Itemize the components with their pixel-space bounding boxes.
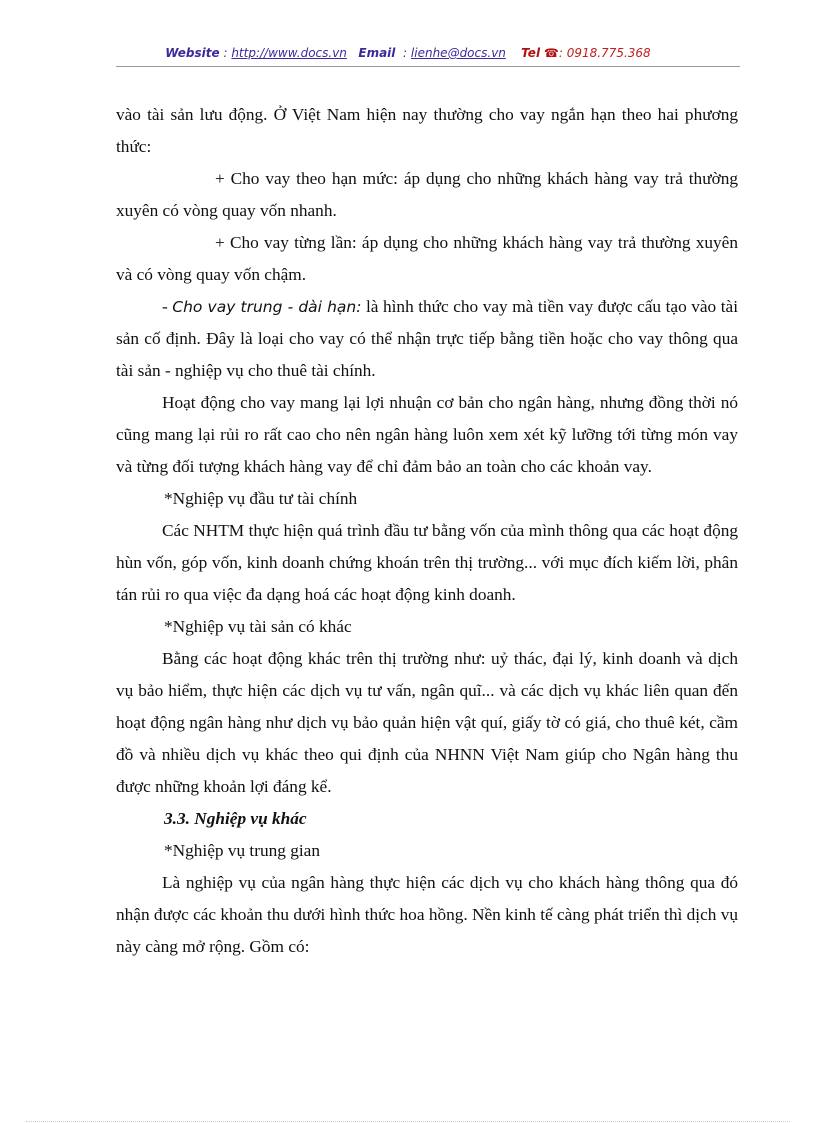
page-bottom-border xyxy=(26,1121,790,1122)
paragraph-2: + Cho vay theo hạn mức: áp dụng cho những khách hàng vay trả thường xuyên có vòng quay vốn nhanh. xyxy=(116,169,738,220)
tel-label: Tel xyxy=(521,46,541,60)
paragraph-7: Bằng các hoạt động khác trên thị trường như: uỷ thác, đại lý, kinh doanh và dịch vụ bảo hiểm, thực hiện các dịch vụ tư vấn, ngân quĩ... và các dịch vụ khác liên quan đến hoạt động ngân hàng như dịch vụ bảo quản hiện vật quí, giấy tờ có giá, cho thuê két, cầm đồ và nhiều dịch vụ khác theo qui định của NHNN Việt Nam giúp cho Ngân hàng thu được những khoản lợi đáng kể. xyxy=(116,649,738,796)
paragraph-6: Các NHTM thực hiện quá trình đầu tư bằng vốn của mình thông qua các hoạt động hùn vốn, góp vốn, kinh doanh chứng khoán trên thị trường... với mục đích kiếm lời, phân tán rủi ro qua việc đa dạng hoá các hoạt động kinh doanh. xyxy=(116,521,738,604)
section-title: 3.3. Nghiệp vụ khác xyxy=(164,809,307,828)
heading-intermediary: *Nghiệp vụ trung gian xyxy=(164,841,320,860)
paragraph-4 xyxy=(116,291,738,387)
page-header xyxy=(0,46,816,60)
email-label: Email xyxy=(358,46,396,60)
term-medium-long-loan: Cho vay trung - dài hạn: xyxy=(172,298,362,316)
header-divider xyxy=(116,66,740,67)
paragraph-4-prefix: - xyxy=(162,297,173,316)
website-link[interactable]: http://www.docs.vn xyxy=(231,46,347,60)
phone-icon: ☎ xyxy=(543,46,559,60)
paragraph-5: Hoạt động cho vay mang lại lợi nhuận cơ bản cho ngân hàng, nhưng đồng thời nó cũng mang lại rủi ro rất cao cho nên ngân hàng luôn xem xét kỹ lưỡng tới từng món vay và từng đối tượng khách hàng vay để chỉ đảm bảo an toàn cho các khoản vay. xyxy=(116,393,738,476)
tel-value: : 0918.775.368 xyxy=(558,46,651,60)
paragraph-1: vào tài sản lưu động. Ở Việt Nam hiện nay thường cho vay ngắn hạn theo hai phương thức: xyxy=(116,105,738,156)
email-colon: : xyxy=(403,46,408,60)
email-link[interactable]: lienhe@docs.vn xyxy=(410,46,506,60)
document-body xyxy=(116,99,738,963)
paragraph-8: Là nghiệp vụ của ngân hàng thực hiện các dịch vụ cho khách hàng thông qua đó nhận được các khoản thu dưới hình thức hoa hồng. Nền kinh tế càng phát triển thì dịch vụ này càng mở rộng. Gồm có: xyxy=(116,873,738,956)
website-colon: : xyxy=(223,46,228,60)
website-label: Website xyxy=(165,46,220,60)
paragraph-3: + Cho vay từng lần: áp dụng cho những khách hàng vay trả thường xuyên và có vòng quay vốn chậm. xyxy=(116,233,738,284)
paragraph-4-rest: là hình thức cho vay mà tiền vay được cấu tạo vào tài sản cố định. Đây là loại cho vay có thể nhận trực tiếp bằng tiền hoặc cho vay thông qua tài sản - nghiệp vụ cho thuê tài chính. xyxy=(116,297,738,380)
heading-investment: *Nghiệp vụ đầu tư tài chính xyxy=(164,489,358,508)
heading-other-assets: *Nghiệp vụ tài sản có khác xyxy=(164,617,352,636)
